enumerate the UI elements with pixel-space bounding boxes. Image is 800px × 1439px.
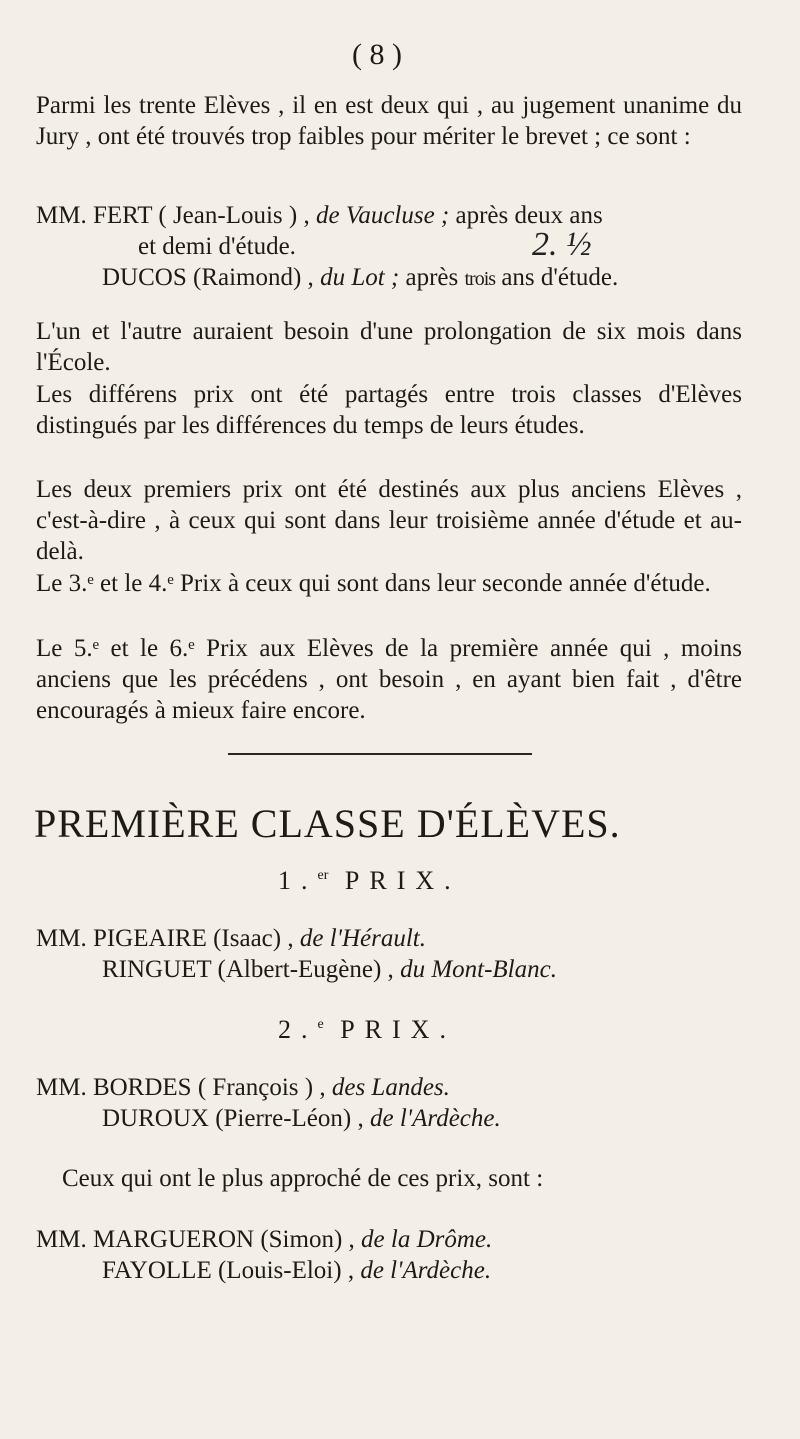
winner-pigeaire-origin: de l'Hérault. [299, 925, 427, 952]
winner-ringuet-origin: du Mont-Blanc. [400, 956, 557, 983]
handwritten-note: 2. ½ [532, 226, 592, 263]
second-prize-heading [278, 1015, 456, 1045]
first-prize-ordinal: er [317, 868, 329, 883]
winner-bordes-name: MM. BORDES ( François ) , [36, 1074, 332, 1101]
first-prize-label: PRIX. [328, 866, 461, 895]
honorable-mention-1 [36, 1224, 742, 1255]
mention-margueron-origin: de la Drôme. [361, 1226, 493, 1253]
prizes-division-paragraph: Les différens prix ont été partagés entre trois classes d'Elèves distingués par les différences du temps de leurs études. [36, 381, 742, 439]
student-fert-continuation: et demi d'étude. [138, 233, 296, 260]
winner-pigeaire-name: MM. PIGEAIRE (Isaac) , [36, 925, 300, 952]
page-number: ( 8 ) [352, 38, 402, 71]
student-ducos-name: DUCOS (Raimond) , [102, 264, 321, 291]
student-ducos-after: après [399, 264, 465, 291]
honorable-mention-intro: Ceux qui ont le plus approché de ces prix, sont : [62, 1165, 544, 1192]
first-prize-heading [278, 866, 461, 896]
mention-margueron-name: MM. MARGUERON (Simon) , [36, 1226, 362, 1253]
winner-duroux-name: DUROUX (Pierre-Léon) , [102, 1105, 370, 1132]
third-fourth-prizes-paragraph: Le 3.ᵉ et le 4.ᵉ Prix à ceux qui sont dans leur seconde année d'étude. [36, 570, 711, 597]
first-prize-number: 1. [278, 866, 318, 895]
first-prizes-paragraph: Les deux premiers prix ont été destinés aux plus anciens Elèves , c'est-à-dire , à ceux qui sont dans leur troisième année d'étude et au-delà. [36, 476, 742, 565]
section-divider [228, 753, 532, 755]
first-prize-winner-2 [102, 954, 800, 985]
second-prize-label: PRIX. [323, 1015, 456, 1044]
fifth-sixth-prizes-paragraph: Le 5.ᵉ et le 6.ᵉ Prix aux Elèves de la première année qui , moins anciens que les précédens , ont besoin , en ayant bien fait , d'être encouragés à mieux faire encore. [36, 635, 742, 724]
first-prize-winner-1 [36, 923, 742, 954]
honorable-mention-2 [102, 1255, 800, 1286]
student-ducos-years: ans d'étude. [495, 264, 619, 291]
student-fert-origin: de Vaucluse ; [315, 202, 450, 229]
second-prize-winner-1 [36, 1072, 742, 1103]
second-prize-ordinal: e [317, 1017, 324, 1032]
winner-ringuet-name: RINGUET (Albert-Eugène) , [102, 956, 401, 983]
section-title: PREMIÈRE CLASSE D'ÉLÈVES. [34, 801, 621, 846]
student-fert-name: MM. FERT ( Jean-Louis ) , [36, 202, 316, 229]
student-fert-duration: après deux ans [449, 202, 603, 229]
mention-fayolle-origin: de l'Ardèche. [360, 1257, 492, 1284]
student-ducos-line [102, 262, 800, 295]
struck-word: trois [464, 268, 496, 290]
winner-bordes-origin: des Landes. [331, 1074, 450, 1101]
intro-paragraph: Parmi les trente Elèves , il en est deux qui , au jugement unanime du Jury , ont été trouvés trop faibles pour mériter le brevet ; ce sont : [36, 92, 742, 150]
winner-duroux-origin: de l'Ardèche. [369, 1105, 501, 1132]
second-prize-winner-2 [102, 1103, 800, 1134]
prolongation-paragraph: L'un et l'autre auraient besoin d'une prolongation de six mois dans l'École. [36, 318, 742, 376]
mention-fayolle-name: FAYOLLE (Louis-Eloi) , [102, 1257, 361, 1284]
second-prize-number: 2. [278, 1015, 318, 1044]
student-ducos-origin: du Lot ; [320, 264, 400, 291]
student-fert-line [36, 200, 742, 231]
